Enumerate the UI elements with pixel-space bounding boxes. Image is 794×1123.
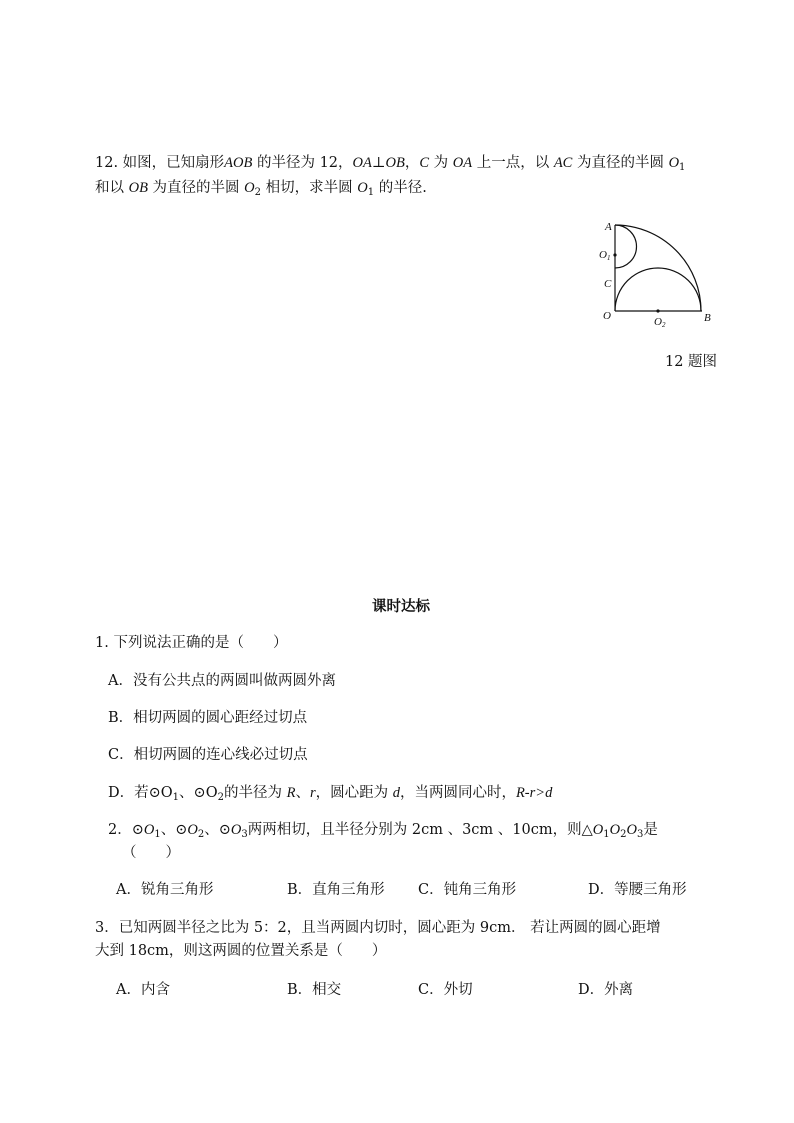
q3-line-2: 大到 18cm，则这两圆的位置关系是（ ）: [95, 943, 387, 959]
q3-option-b: B．相交: [287, 982, 342, 998]
label-a: A: [605, 221, 612, 233]
problem-12-line-2: 和以 OB 为直径的半圆 $O_2$ 相切，求半圆 $O_1$ 的半径.: [95, 180, 427, 198]
label-o2: O2: [654, 316, 666, 329]
label-b: B: [704, 312, 711, 324]
label-o: O: [603, 310, 611, 322]
q2-option-c: C．钝角三角形: [418, 882, 517, 898]
q1-stem: 1. 下列说法正确的是（ ）: [95, 635, 288, 651]
q2-line-1: 2．$⊙O_1$、$⊙O_2$、$⊙O_3$两两相切，且半径分别为 2cm 、3cm 、10cm，则$\triangle O_1O_2O_3$是: [108, 822, 658, 840]
q2-line-2: （ ）: [122, 845, 180, 861]
q1-option-c: C．相切两圆的连心线必过切点: [108, 747, 308, 763]
q1-option-b: B．相切两圆的圆心距经过切点: [108, 710, 308, 726]
q2-option-a: A．锐角三角形: [116, 882, 214, 898]
sector-figure: [595, 215, 725, 335]
q2-option-b: B．直角三角形: [287, 882, 385, 898]
label-c: C: [604, 278, 612, 290]
problem-12-line-1: 12. 如图，已知扇形AOB 的半径为 12，OA⊥OB，C 为 OA 上一点，以 AC 为直径的半圆 $O_1$: [95, 155, 686, 173]
q2-option-d: D．等腰三角形: [588, 882, 687, 898]
figure-caption: 12 题图: [665, 354, 718, 370]
section-title: 课时达标: [372, 599, 430, 615]
center-o1-dot: [613, 253, 616, 256]
label-o1: O1: [599, 249, 611, 262]
q1-option-d: D．若$⊙O_1$、$⊙O_2$的半径为 R、r，圆心距为 d，当两圆同心时，R-r>d: [108, 785, 553, 803]
q3-option-d: D．外离: [578, 982, 634, 998]
q3-line-1: 3．已知两圆半径之比为 5：2，且当两圆内切时，圆心距为 9cm． 若让两圆的圆心距增: [95, 920, 661, 936]
q3-option-a: A．内含: [116, 982, 170, 998]
q1-option-a: A．没有公共点的两圆叫做两圆外离: [108, 673, 336, 689]
center-o2-dot: [656, 309, 659, 312]
semicircle-o2: [615, 268, 701, 311]
semicircle-o1: [615, 225, 637, 268]
q3-option-c: C．外切: [418, 982, 473, 998]
